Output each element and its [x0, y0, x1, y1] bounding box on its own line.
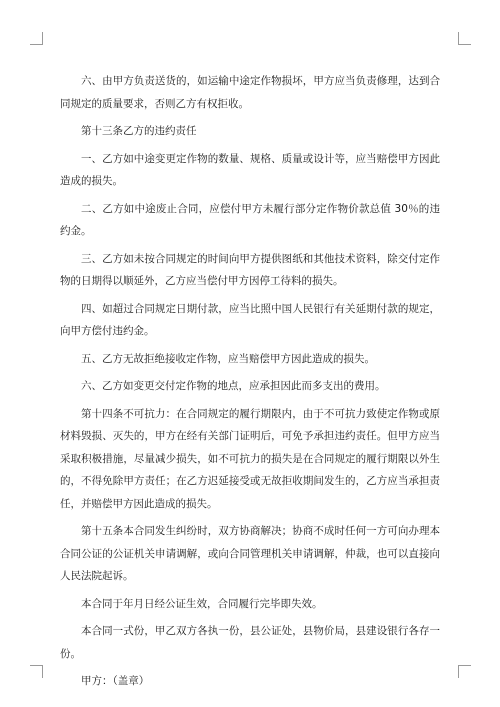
paragraph-refuse-receipt: 五、乙方无故拒绝接收定作物，应当赔偿甲方因此造成的损失。: [81, 352, 375, 365]
paragraph-effective-date: 本合同于年月日经公证生效，合同履行完毕即失效。: [81, 597, 323, 610]
crop-mark-top-right: [458, 32, 471, 45]
crop-mark-top-left: [30, 32, 43, 45]
paragraph-late-payment: 四、如超过合同规定日期付款，应当比照中国人民银行有关延期付款的规定，向甲方偿付违约金。: [60, 302, 440, 337]
paragraph-terminate-contract: 二、乙方如中途废止合同，应偿付甲方未履行部分定作物价款总值 30％的违约金。: [60, 202, 440, 237]
paragraph-copies: 本合同一式份，甲乙双方各执一份，县公证处，县物价局，县建设银行各存一份。: [60, 625, 440, 660]
crop-mark-bottom-right: [458, 665, 471, 678]
document-body: [60, 70, 440, 698]
party-a-signature: 甲方：（盖章）: [81, 675, 150, 687]
paragraph-article-14-force-majeure: 第十四条不可抗力：在合同规定的履行期限内，由于不可抗力致使定作物或原材料毁损、灭失的，甲方在经有关部门证明后，可免予承担违约责任。但甲方应当采取积极措施，尽量减少损失，如不可抗力的损失是在合同规定的履行期限以外生的，不得免除甲方责任；在乙方迟延接受或无故拒收期间发生的，乙方应当承担责任，并赔偿甲方因此造成的损失。: [60, 407, 440, 510]
paragraph-article-15-disputes: 第十五条本合同发生纠纷时，双方协商解决；协商不成时任何一方可向办理本合同公证的公证机关申请调解，或向合同管理机关申请调解，仲裁，也可以直接向人民法院起诉。: [60, 525, 440, 582]
paragraph-delivery-damage: 六、由甲方负责送货的，如运输中途定作物损坏，甲方应当负责修理，达到合同规定的质量要求，否则乙方有权拒收。: [60, 75, 440, 110]
crop-mark-bottom-left: [30, 665, 43, 678]
paragraph-technical-materials: 三、乙方如未按合同规定的时间向甲方提供图纸和其他技术资料，除交付定作物的日期得以顺延外，乙方应当偿付甲方因停工待料的损失。: [60, 252, 440, 287]
paragraph-change-spec: 一、乙方如中途变更定作物的数量、规格、质量或设计等，应当赔偿甲方因此造成的损失。: [60, 152, 440, 187]
heading-article-13: 第十三条乙方的违约责任: [81, 125, 197, 137]
paragraph-change-location: 六、乙方如变更交付定作物的地点，应承担因此而多支出的费用。: [81, 380, 386, 392]
